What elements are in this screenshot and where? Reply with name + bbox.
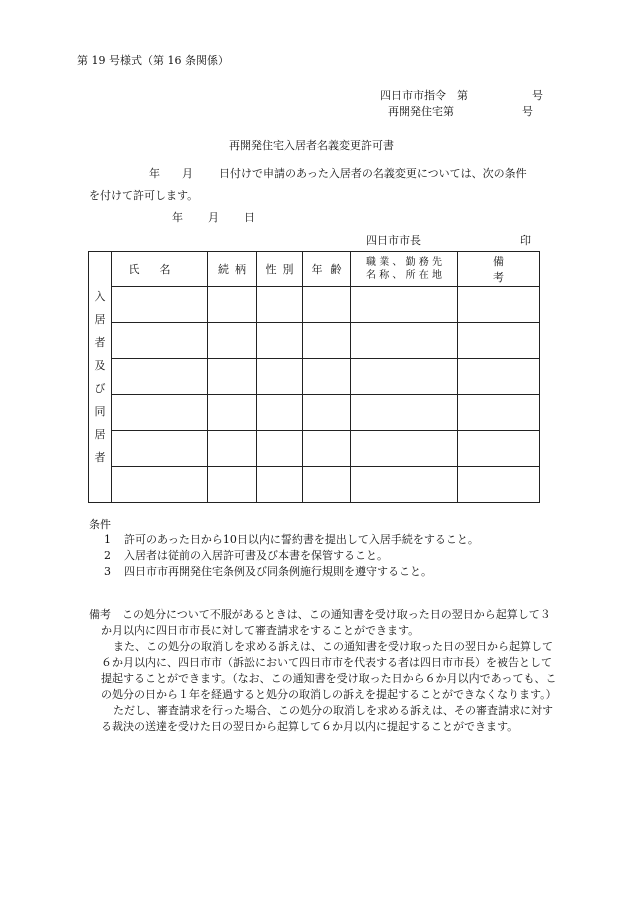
table-row: [89, 467, 540, 503]
remarks-paragraph-1: 備考 この処分について不服があるときは、この通知書を受け取った日の翌日から起算して３か月以内に四日市市長に対して審査請求をすることができます。: [89, 608, 551, 637]
issuer-line-1-suffix: 号: [532, 89, 543, 102]
issuer-line-2-text: 再開発住宅第: [388, 105, 454, 118]
issue-year: 年: [172, 211, 183, 224]
body-year: 年: [149, 167, 160, 180]
issue-month: 月: [208, 211, 219, 224]
issue-date: [172, 211, 255, 225]
condition-text: 許可のあった日から10日以内に誓約書を提出して入居手続をすること。: [124, 533, 479, 546]
condition-item: [104, 549, 388, 563]
table-header-row: [89, 252, 540, 287]
remarks-section: [89, 607, 561, 735]
table-row: [89, 359, 540, 395]
issuer-reference-line-1: [380, 89, 543, 103]
header-notes: 備考: [458, 252, 540, 287]
header-age: 年齢: [303, 252, 351, 287]
remarks-paragraph-3: ただし、審査請求を行った場合、この処分の取消しを求める訴えは、その審査請求に対する裁決の送達を受けた日の翌日から起算して６か月以内に提起することができます。: [101, 704, 553, 733]
table-row: [89, 287, 540, 323]
remarks-paragraph-2: また、この処分の取消しを求める訴えは、この通知書を受け取った日の翌日から起算して６か月以内に、四日市市（訴訟において四日市市を代表する者は四日市市長）を被告として提起することができます。（なお、この通知書を受け取った日から６か月以内であっても、この処分の日から１年を経過すると処分の取消しの訴えを提起することができなくなります。）: [101, 640, 557, 701]
table-row: [89, 323, 540, 359]
body-month: 月: [182, 167, 193, 180]
header-name: 氏名: [112, 252, 208, 287]
header-relation: 続柄: [208, 252, 257, 287]
condition-number: 2: [104, 549, 111, 562]
condition-text: 入居者は従前の入居許可書及び本書を保管すること。: [124, 549, 388, 562]
document-title: 再開発住宅入居者名義変更許可書: [229, 139, 394, 152]
condition-item: [104, 533, 479, 547]
condition-number: 1: [104, 533, 111, 546]
header-sex: 性別: [257, 252, 303, 287]
table-row: [89, 431, 540, 467]
table-row: [89, 395, 540, 431]
condition-text: 四日市市再開発住宅条例及び同条例施行規則を遵守すること。: [124, 565, 432, 578]
conditions-heading: 条件: [89, 518, 111, 531]
issuer-line-2-suffix: 号: [522, 105, 533, 118]
body-line-1: [149, 167, 527, 181]
header-occupation: 職 業 、 勤 務 先 名 称 、 所 在 地: [351, 252, 458, 287]
occupant-table: [88, 251, 540, 503]
body-line-1-text: 日付けで申請のあった入居者の名義変更については、次の条件: [219, 167, 527, 180]
form-number: 第 19 号様式（第 16 条関係）: [77, 54, 229, 67]
issuer-line-1-text: 四日市市指令 第: [380, 89, 468, 102]
condition-item: [104, 565, 432, 579]
body-line-2: を付けて許可します。: [89, 189, 199, 202]
occupant-side-label: 入 居 者 及 び 同 居 者: [89, 252, 112, 503]
seal-mark: 印: [520, 234, 531, 247]
issuer-reference-line-2: [388, 105, 533, 119]
mayor-name: 四日市市長: [366, 234, 421, 247]
issue-day: 日: [244, 211, 255, 224]
condition-number: 3: [104, 565, 111, 578]
